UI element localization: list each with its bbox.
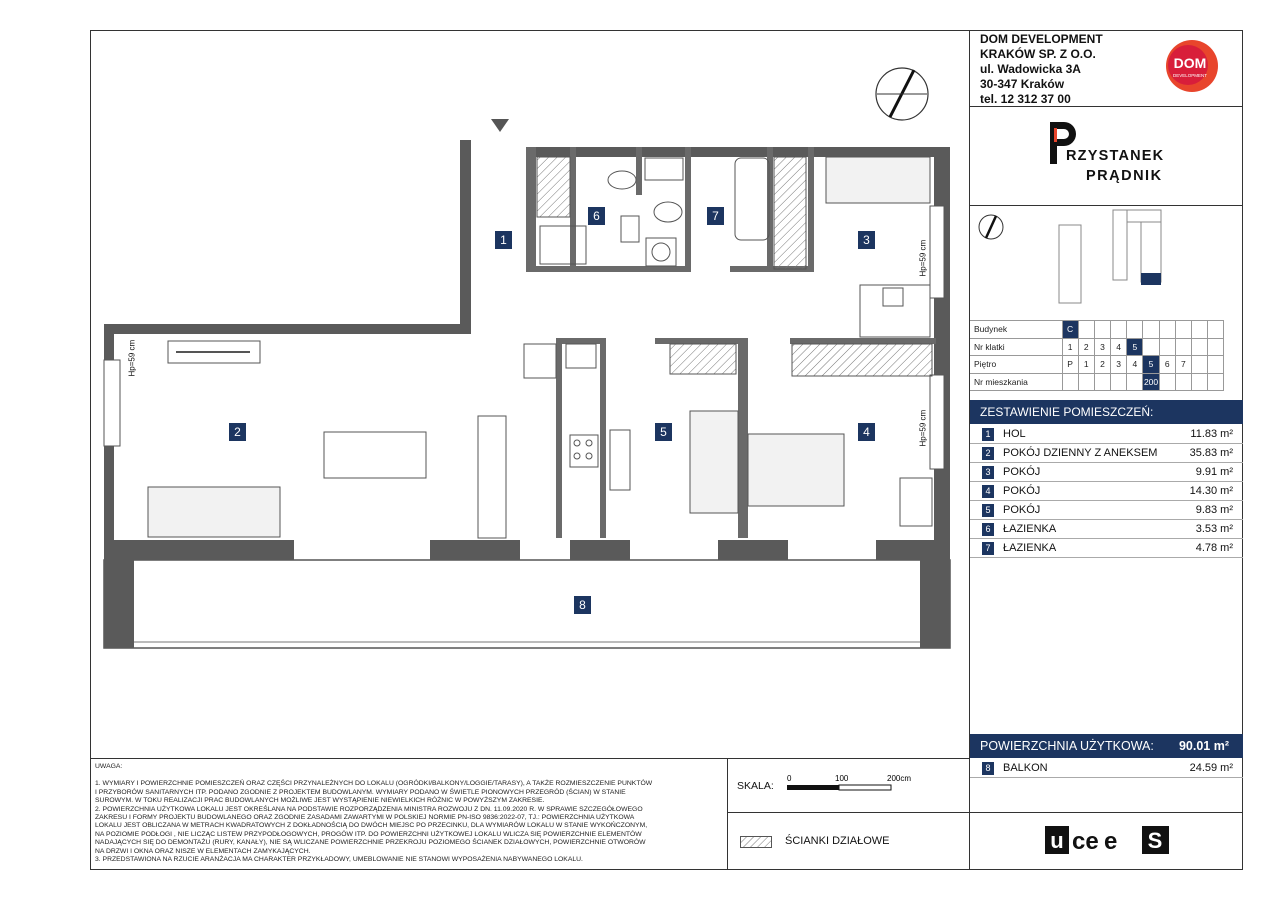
cell [1208, 338, 1224, 356]
cell [1159, 373, 1175, 391]
cell: 7 [1175, 356, 1191, 374]
cell [1175, 321, 1191, 339]
developer-company: KRAKÓW SP. Z O.O. [980, 47, 1096, 61]
scale-tick: 200cm [887, 774, 912, 783]
cell [1111, 321, 1127, 339]
room-number: 2 [982, 447, 994, 460]
row-label: Piętro [970, 356, 1062, 374]
room-name: ŁAZIENKA [1003, 523, 1057, 535]
scale-tick: 100 [835, 774, 849, 783]
room-name: BALKON [1003, 762, 1048, 774]
cell [1208, 321, 1224, 339]
location-table [970, 320, 1224, 391]
logo-text: DOM [1173, 55, 1207, 71]
room-name: POKÓJ [1003, 504, 1041, 516]
floor-plan [90, 30, 970, 758]
room-area: 3.53 m² [1195, 523, 1233, 535]
room-number: 8 [982, 762, 994, 775]
scale-tick: 0 [787, 774, 792, 783]
developer-name: DOM DEVELOPMENT [980, 32, 1103, 46]
project-name-line1: RZYSTANEK [1066, 148, 1165, 164]
room-name: POKÓJ [1003, 466, 1041, 478]
cell [1192, 338, 1208, 356]
cell [1094, 321, 1110, 339]
rooms-header: ZESTAWIENIE POMIESZCZEŃ: [970, 400, 1243, 424]
list-item [970, 463, 1243, 482]
divider [90, 758, 970, 759]
room-number: 1 [982, 428, 994, 441]
row-label: Budynek [970, 321, 1062, 339]
room-tag: 7 [707, 207, 724, 225]
room-number: 5 [982, 504, 994, 517]
cell: 5 [1143, 356, 1159, 374]
list-item [970, 444, 1243, 463]
row-label: Nr mieszkania [970, 373, 1062, 391]
room-area: 35.83 m² [1189, 447, 1233, 459]
balcony-row [970, 759, 1243, 778]
table-row [970, 321, 1224, 339]
logo-subtext: DEVELOPMENT [1172, 73, 1208, 78]
room-area: 9.83 m² [1195, 504, 1233, 516]
table-row [970, 373, 1224, 391]
cell [1175, 373, 1191, 391]
cell [1208, 356, 1224, 374]
table-row [970, 338, 1224, 356]
room-number: 4 [982, 485, 994, 498]
cell [1078, 373, 1094, 391]
list-item [970, 520, 1243, 539]
room-tag: 5 [655, 423, 672, 441]
notes [95, 763, 715, 864]
room-name: ŁAZIENKA [1003, 542, 1057, 554]
uceees-logo [1045, 826, 1175, 858]
room-area: 14.30 m² [1189, 485, 1233, 497]
notes-title: UWAGA: [95, 763, 123, 770]
room-area: 24.59 m² [1189, 762, 1233, 774]
svg-text:e: e [1104, 828, 1118, 855]
total-area [970, 734, 1243, 758]
room-tag: 2 [229, 423, 246, 441]
room-area: 11.83 m² [1190, 428, 1233, 440]
list-item [970, 539, 1243, 558]
cell [1159, 338, 1175, 356]
cell: 200 [1143, 373, 1159, 391]
cell: 2 [1078, 338, 1094, 356]
cell [1078, 321, 1094, 339]
cell: 5 [1127, 338, 1143, 356]
cell [1192, 373, 1208, 391]
cell: 4 [1111, 338, 1127, 356]
room-name: HOL [1003, 428, 1026, 440]
cell [1143, 338, 1159, 356]
scale-label: SKALA: [737, 780, 774, 792]
site-map [975, 205, 1240, 315]
legend-label: ŚCIANKI DZIAŁOWE [785, 835, 890, 847]
svg-text:u: u [1050, 828, 1064, 853]
svg-text:ce: ce [1072, 828, 1099, 855]
cell: 3 [1111, 356, 1127, 374]
cell: 2 [1094, 356, 1110, 374]
room-area: 4.78 m² [1195, 542, 1233, 554]
cell [1062, 373, 1078, 391]
cell [1208, 373, 1224, 391]
cell [1192, 356, 1208, 374]
window-note: Hp=59 cm [127, 339, 137, 377]
room-tag: 8 [574, 596, 591, 614]
dom-development-logo [1158, 38, 1224, 94]
divider [727, 758, 728, 870]
total-value: 90.01 m² [1178, 739, 1229, 753]
developer-phone: tel. 12 312 37 00 [980, 92, 1071, 106]
window [104, 360, 120, 446]
table-row [970, 356, 1224, 374]
row-label: Nr klatki [970, 338, 1062, 356]
developer-street: ul. Wadowicka 3A [980, 62, 1081, 76]
cell [1111, 373, 1127, 391]
room-name: POKÓJ [1003, 485, 1041, 497]
cell [1159, 321, 1175, 339]
cell [1143, 321, 1159, 339]
cell: C [1062, 321, 1078, 339]
scale-bar [783, 772, 923, 794]
room-tag: 6 [588, 207, 605, 225]
window-note: Hp=59 cm [918, 239, 928, 277]
cell [1192, 321, 1208, 339]
cell: 4 [1127, 356, 1143, 374]
total-label: POWIERZCHNIA UŻYTKOWA: [980, 739, 1154, 753]
room-number: 3 [982, 466, 994, 479]
list-item [970, 425, 1243, 444]
room-number: 7 [982, 542, 994, 555]
list-item [970, 482, 1243, 501]
cell [1175, 338, 1191, 356]
cell [1094, 373, 1110, 391]
window [930, 375, 944, 469]
notes-body: 1. WYMIARY I POWIERZCHNIE POMIESZCZEŃ ORAZ CZĘŚCI PRZYNALEŻNYCH DO LOKALU (OGRÓDKI/BALKONY/LOGGIE/TARASY), A TAKŻE ROZMIESZCZENIE PUNKTÓW I PRZYBORÓW SANITARNYCH ITP. PODANO ZGODNIE Z PROJEKTEM BUDOWLANYM. WYMIARY PODANO W ŚWIETLE PIONOWYCH PRZEGRÓD (ŚCIAN) W STANIE SUROWYM. W TOKU REALIZACJI PRAC BUDOWLANYCH MOŻLIWE JEST WYSTĄPIENIE NIEWIELKICH RÓŻNIC W POWYŻSZYM ZAKRESIE. 2. POWIERZCHNIA UŻYTKOWA LOKALU JEST OKREŚLANA NA PODSTAWIE ROZPORZĄDZENIA MINISTRA ROZWOJU Z DN. 11.09.2020 R. W SPRAWIE SZCZEGÓŁOWEGO ZAKRESU I FORMY PROJEKTU BUDOWLANEGO ORAZ ZGODNIE ZASADAMI ZAWARTYMI W POLSKIEJ NORMIE PN-ISO 9836:2022-07, TJ.: POWIERZCHNIA UŻYTKOWA LOKALU JEST OBLICZANA W METRACH KWADRATOWYCH Z DOKŁADNOŚCIĄ DO DWÓCH MIEJSC PO PRZECINKU, DLA WYMIARÓW LOKALU W STANIE WYKOŃCZONYM, NA POZIOMIE PODŁOGI , NIE LICZĄC LISTEW PRZYPODŁOGOWYCH, PROGÓW ITP. DO POWIERZCHNI UŻYTKOWEJ LOKALU WLICZA SIĘ POWIERZCHNIE ELEMENTÓW NADAJĄCYCH SIĘ DO DEMONTAŻU (RURY, KANAŁY), NIE SĄ WLICZANE POWIERZCHNIE PRZEKROJU POZIOMEGO ŚCIANEK DZIAŁOWYCH, POWIERZCHNIE OTWORÓW NA DRZWI I OKNA ORAZ NISZE W ELEMENTACH ZAMYKAJĄCYCH. 3. PRZEDSTAWIONA NA RZUCIE ARANŻACJA MA CHARAKTER PRZYKŁADOWY, UMEBLOWANIE NIE STANOWI WYPOSAŻENIA NABYWANEGO LOKALU. [95, 780, 653, 864]
project-name-line2: PRĄDNIK [1086, 168, 1163, 184]
room-tag: 3 [858, 231, 875, 249]
partition-swatch [740, 836, 772, 848]
cell: P [1062, 356, 1078, 374]
cell [1127, 373, 1143, 391]
room-tag: 4 [858, 423, 875, 441]
balcony-outline [104, 560, 950, 648]
cell: 1 [1062, 338, 1078, 356]
cell: 6 [1159, 356, 1175, 374]
cell: 1 [1078, 356, 1094, 374]
project-logo [1048, 120, 1178, 190]
window [930, 206, 944, 298]
room-tag: 1 [495, 231, 512, 249]
divider [727, 812, 969, 813]
list-item [970, 501, 1243, 520]
divider [969, 812, 1243, 813]
cell: 3 [1094, 338, 1110, 356]
room-name: POKÓJ DZIENNY Z ANEKSEM [1003, 447, 1158, 459]
svg-text:S: S [1147, 828, 1163, 853]
room-area: 9.91 m² [1195, 466, 1233, 478]
developer-info [980, 32, 1130, 107]
cell [1127, 321, 1143, 339]
developer-city: 30-347 Kraków [980, 77, 1065, 91]
window-note: Hp=59 cm [918, 409, 928, 447]
room-number: 6 [982, 523, 994, 536]
